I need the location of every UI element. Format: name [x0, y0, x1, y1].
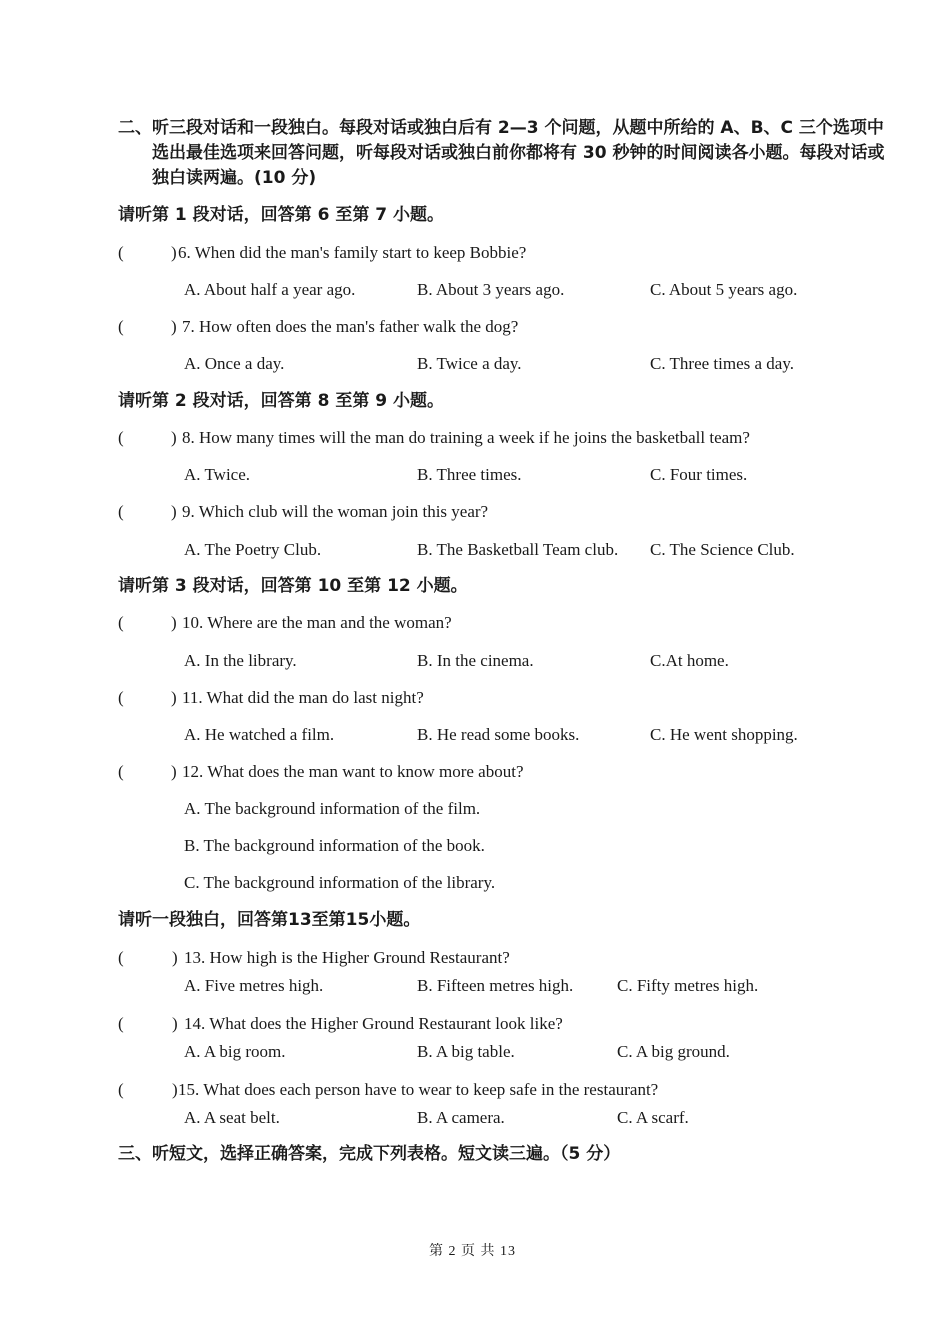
answer-paren-open: ( [118, 1080, 124, 1099]
answer-paren-close: ) [171, 243, 177, 262]
answer-paren-open: ( [118, 428, 124, 447]
question-7-option-b: B. Twice a day. [417, 354, 522, 373]
question-15-option-b: B. A camera. [417, 1108, 505, 1127]
question-15-option-a: A. A seat belt. [184, 1108, 280, 1127]
answer-paren-open: ( [118, 613, 124, 632]
question-11-option-b: B. He read some books. [417, 725, 580, 744]
question-text: 8. How many times will the man do training a week if he joins the basketball team? [182, 428, 750, 447]
question-6-option-a: A. About half a year ago. [184, 280, 356, 299]
question-10-option-b: B. In the cinema. [417, 651, 534, 670]
question-text: 6. When did the man's family start to keep Bobbie? [178, 243, 527, 262]
group-4-instruction: 请听一段独白，回答第13至第15小题。 [118, 910, 421, 930]
answer-paren-open: ( [118, 243, 124, 262]
question-14-option-c: C. A big ground. [617, 1042, 730, 1061]
section-2-title: 二、听三段对话和一段独白。每段对话或独白后有 2—3 个问题，从题中所给的 A、B、C 三个选项中选出最佳选项来回答问题，听每段对话或独白前你都将有 30 秒钟的时间阅读各小题。每段对话或独白读两遍。(10 分) [118, 118, 885, 188]
answer-paren-close: ) [171, 762, 177, 781]
group-3-instruction: 请听第 3 段对话，回答第 10 至第 12 小题。 [118, 576, 468, 596]
section-3-title: 三、听短文，选择正确答案，完成下列表格。短文读三遍。（5 分） [118, 1144, 621, 1164]
question-12-option-a: A. The background information of the film. [184, 799, 481, 818]
question-6-option-c: C. About 5 years ago. [650, 280, 798, 299]
question-8-option-a: A. Twice. [184, 465, 251, 484]
question-6-option-b: B. About 3 years ago. [417, 280, 565, 299]
answer-paren-open: ( [118, 948, 124, 967]
group-1-instruction: 请听第 1 段对话，回答第 6 至第 7 小题。 [118, 205, 444, 225]
question-13-option-a: A. Five metres high. [184, 976, 324, 995]
question-text: 7. How often does the man's father walk the dog? [182, 317, 519, 336]
group-2-instruction: 请听第 2 段对话，回答第 8 至第 9 小题。 [118, 391, 444, 411]
answer-paren-close: ) [171, 613, 177, 632]
question-11-option-c: C. He went shopping. [650, 725, 798, 744]
question-14-option-a: A. A big room. [184, 1042, 286, 1061]
question-text: 14. What does the Higher Ground Restaurant look like? [184, 1014, 563, 1033]
answer-paren-open: ( [118, 762, 124, 781]
question-14-option-b: B. A big table. [417, 1042, 515, 1061]
question-10-option-c: C.At home. [650, 651, 729, 670]
question-text: 15. What does each person have to wear to keep safe in the restaurant? [178, 1080, 659, 1099]
question-8-option-c: C. Four times. [650, 465, 748, 484]
question-9-option-a: A. The Poetry Club. [184, 540, 322, 559]
question-text: 10. Where are the man and the woman? [182, 613, 452, 632]
question-9-option-c: C. The Science Club. [650, 540, 795, 559]
question-7-option-a: A. Once a day. [184, 354, 285, 373]
answer-paren-open: ( [118, 502, 124, 521]
answer-paren-close: ) [171, 502, 177, 521]
answer-paren-close: ) [172, 948, 178, 967]
answer-paren-close: ) [171, 428, 177, 447]
answer-paren-close: ) [172, 1014, 178, 1033]
question-15-option-c: C. A scarf. [617, 1108, 689, 1127]
question-12-option-c: C. The background information of the library. [184, 873, 496, 892]
question-10-option-a: A. In the library. [184, 651, 297, 670]
question-text: 9. Which club will the woman join this year? [182, 502, 489, 521]
answer-paren-close: ) [172, 1080, 178, 1099]
answer-paren-close: ) [171, 688, 177, 707]
question-8-option-b: B. Three times. [417, 465, 522, 484]
answer-paren-open: ( [118, 688, 124, 707]
answer-paren-open: ( [118, 317, 124, 336]
question-7-option-c: C. Three times a day. [650, 354, 794, 373]
question-text: 12. What does the man want to know more about? [182, 762, 524, 781]
question-13-option-c: C. Fifty metres high. [617, 976, 759, 995]
answer-paren-close: ) [171, 317, 177, 336]
question-12-option-b: B. The background information of the book. [184, 836, 485, 855]
page-number: 第 2 页 共 13 [429, 1244, 516, 1259]
question-11-option-a: A. He watched a film. [184, 725, 335, 744]
question-13-option-b: B. Fifteen metres high. [417, 976, 574, 995]
question-9-option-b: B. The Basketball Team club. [417, 540, 619, 559]
answer-paren-open: ( [118, 1014, 124, 1033]
question-text: 13. How high is the Higher Ground Restaurant? [184, 948, 510, 967]
question-text: 11. What did the man do last night? [182, 688, 424, 707]
